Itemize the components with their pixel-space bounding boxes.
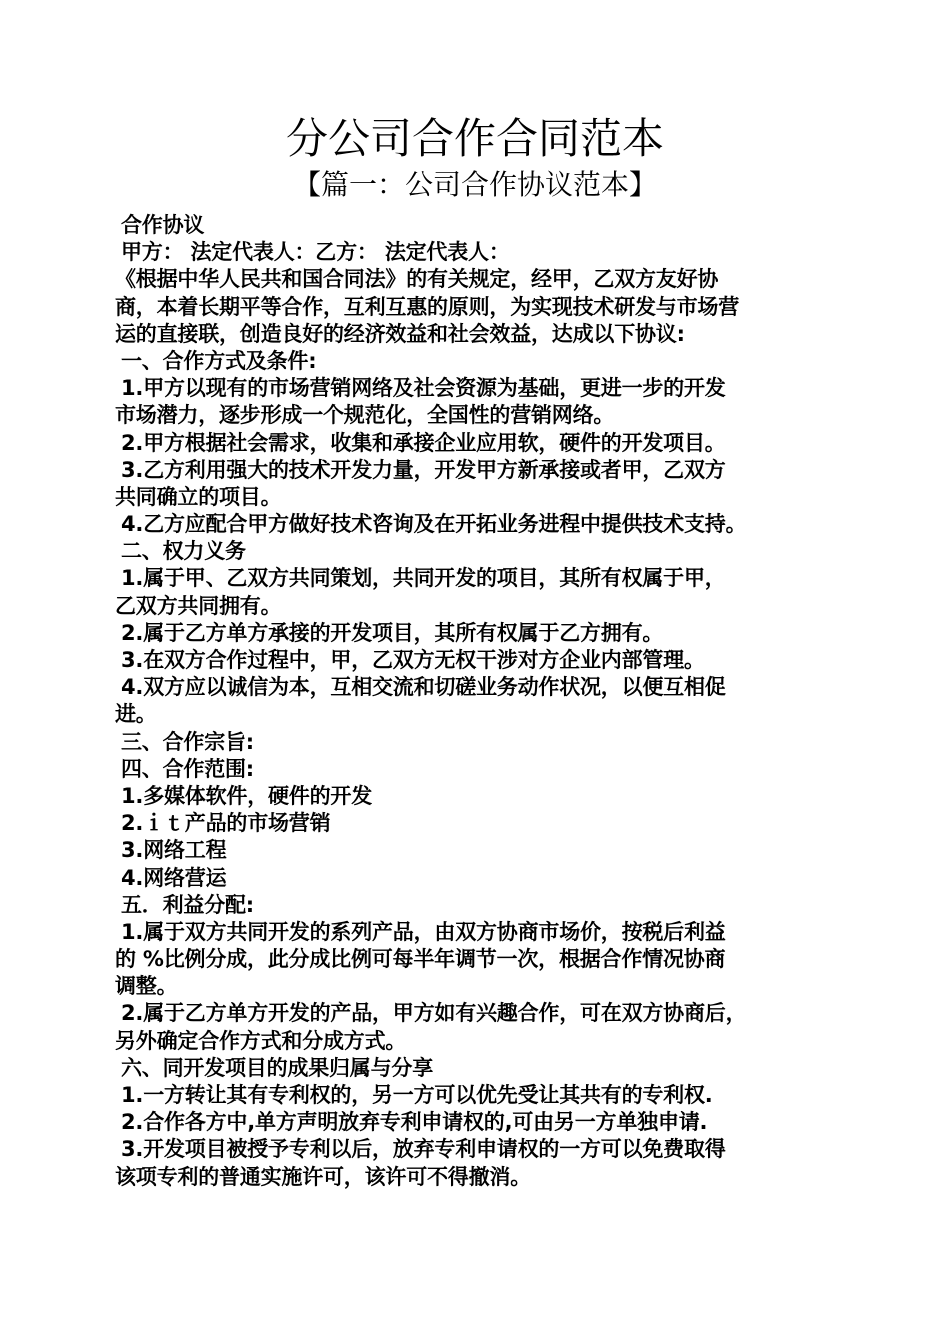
text-line: 三、合作宗旨: — [121, 729, 254, 754]
text-line: 甲方： 法定代表人：乙方： 法定代表人： — [121, 240, 510, 265]
text-line: 另外确定合作方式和分成方式。 — [115, 1028, 407, 1053]
text-line: 3.在双方合作过程中，甲，乙双方无权干涉对方企业内部管理。 — [121, 648, 705, 672]
text-line: 一、合作方式及条件: — [121, 348, 317, 373]
text-line: 4.网络营运 — [121, 865, 227, 890]
text-line: 运的直接联，创造良好的经济效益和社会效益，达成以下协议: — [115, 321, 685, 346]
text-line: 合作协议 — [121, 213, 205, 237]
text-line: 3.网络工程 — [121, 838, 227, 863]
text-line: 4.乙方应配合甲方做好技术咨询及在开拓业务进程中提供技术支持。 — [121, 512, 747, 537]
text-line: 2.甲方根据社会需求，收集和承接企业应用软，硬件的开发项目。 — [121, 430, 726, 455]
document-title: 分公司合作合同范本 — [285, 114, 664, 163]
text-line: 二、权力义务 — [121, 539, 246, 564]
text-line: 4.双方应以诚信为本，互相交流和切磋业务动作状况，以便互相促 — [121, 675, 726, 700]
text-line: 乙双方共同拥有。 — [115, 593, 282, 618]
text-line: 3.开发项目被授予专利以后，放弃专利申请权的一方可以免费取得 — [121, 1137, 726, 1162]
text-line: 共同确立的项目。 — [115, 484, 282, 509]
document-body — [115, 212, 840, 1191]
text-line: 的 %比例分成，此分成比例可每半年调节一次，根据合作情况协商 — [115, 947, 726, 972]
text-line: 该项专利的普通实施许可，该许可不得撤消。 — [115, 1164, 531, 1189]
text-line: 《根据中华人民共和国合同法》的有关规定，经甲，乙双方友好协 — [115, 267, 719, 292]
text-line: 进。 — [115, 702, 157, 727]
text-line: 1.属于甲、乙双方共同策划，共同开发的项目，其所有权属于甲， — [121, 566, 726, 591]
text-line: 调整。 — [115, 974, 178, 999]
text-line: 四、合作范围: — [121, 756, 254, 781]
text-line: 2.合作各方中,单方声明放弃专利申请权的,可由另一方单独申请. — [121, 1110, 708, 1135]
text-line: 市场潜力，逐步形成一个规范化，全国性的营销网络。 — [115, 403, 615, 428]
text-line: 3.乙方利用强大的技术开发力量，开发甲方新承接或者甲，乙双方 — [121, 457, 726, 482]
text-line: 1.多媒体软件，硬件的开发 — [121, 783, 372, 808]
text-line: 1.一方转让其有专利权的，另一方可以优先受让其共有的专利权. — [121, 1083, 713, 1107]
text-line: 五．利益分配: — [121, 892, 254, 917]
text-line: 2.属于乙方单方承接的开发项目，其所有权属于乙方拥有。 — [121, 620, 664, 645]
text-line: 1.属于双方共同开发的系列产品，由双方协商市场价，按税后利益 — [121, 919, 726, 944]
text-line: 2.ｉｔ产品的市场营销 — [121, 811, 331, 836]
text-line: 1.甲方以现有的市场营销网络及社会资源为基础，更进一步的开发 — [121, 376, 726, 401]
document-subtitle: 【篇一：公司合作协议范本】 — [292, 168, 657, 201]
text-line: 商，本着长期平等合作，互利互惠的原则，为实现技术研发与市场营 — [115, 294, 739, 319]
text-line: 六、同开发项目的成果归属与分享 — [121, 1055, 433, 1080]
text-line: 2.属于乙方单方开发的产品，甲方如有兴趣合作，可在双方协商后， — [121, 1001, 747, 1026]
